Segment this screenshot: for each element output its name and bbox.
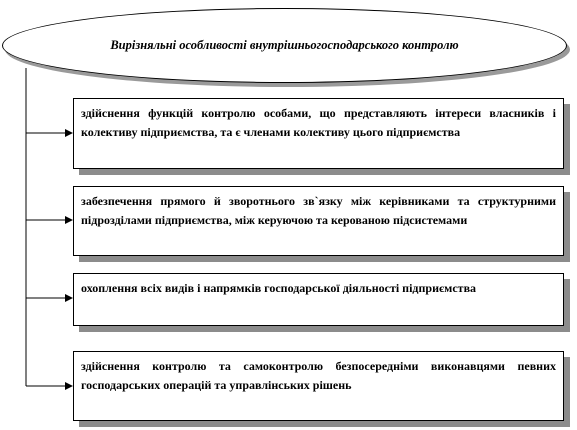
feature-box-2-text: забезпечення прямого й зворотнього зв`язку між керівниками та структурними підрозділами підприємства, між керуючою та керованою підсистемами (73, 186, 564, 256)
feature-box-1 (73, 98, 564, 169)
feature-box-3-text: охоплення всіх видів і напрямків господарської діяльності підприємства (73, 273, 564, 326)
feature-box-4-text: здійснення контролю та самоконтролю безпосередніми виконавцями певних господарських операцій та управлінських рішень (73, 351, 564, 421)
feature-box-4 (73, 351, 564, 421)
diagram-title: Вирізняльні особливості внутрішньогосподарського контролю (110, 38, 459, 53)
feature-box-2 (73, 186, 564, 256)
title-ellipse (2, 8, 567, 83)
feature-box-3 (73, 273, 564, 326)
feature-box-1-text: здійснення функцій контролю особами, що представляють інтереси власників і колективу підприємства, та є членами колективу цього підприємства (73, 98, 564, 169)
